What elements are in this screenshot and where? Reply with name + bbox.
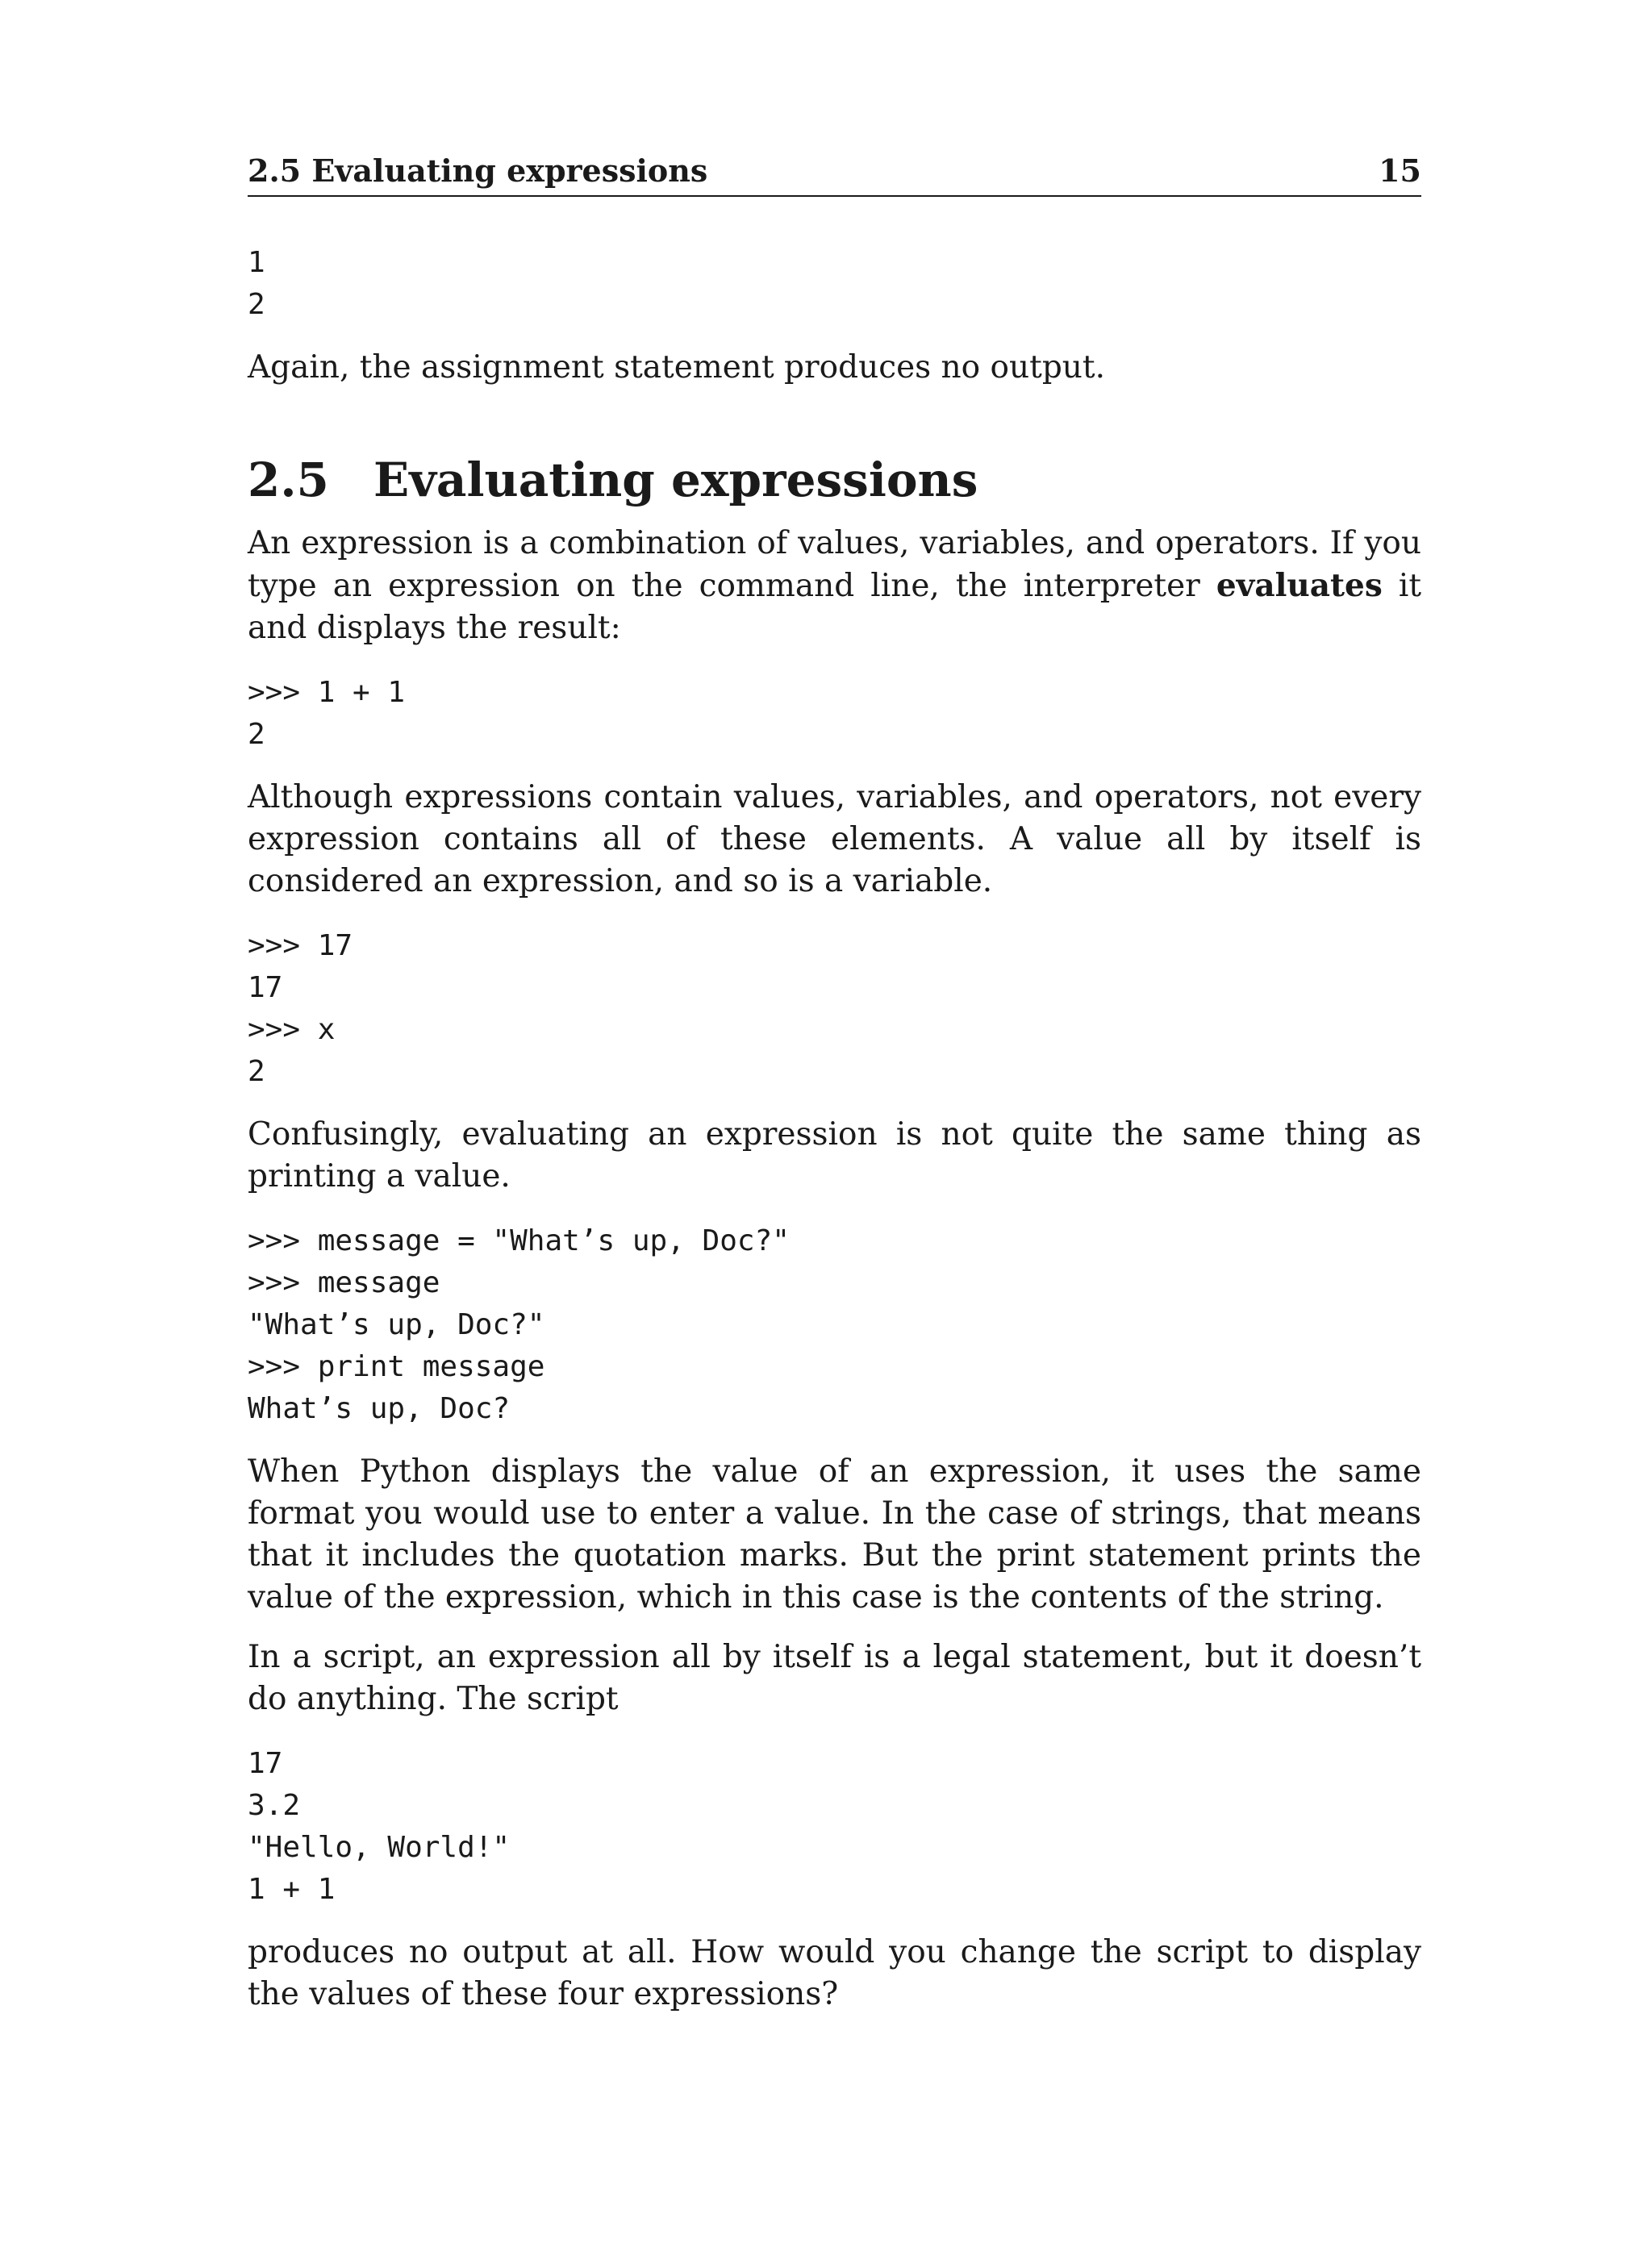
code-line: >>> print message xyxy=(248,1350,545,1383)
code-block-top xyxy=(248,242,1421,326)
evaluates-term: evaluates xyxy=(1216,567,1383,604)
intro-text-end: it and displays the result: xyxy=(248,568,1422,646)
code-block-3 xyxy=(248,1220,1421,1430)
paragraph-intro xyxy=(248,523,1421,649)
code-line: 1 xyxy=(248,246,265,279)
section-number: 2.5 xyxy=(248,452,329,507)
code-line: 1 + 1 xyxy=(248,1873,336,1906)
code-block-2 xyxy=(248,925,1421,1093)
code-line: 17 xyxy=(248,971,283,1004)
code-line: "Hello, World!" xyxy=(248,1831,511,1864)
code-line: 2 xyxy=(248,1055,265,1088)
running-head-title: 2.5 Evaluating expressions xyxy=(248,152,708,189)
paragraph-produces: produces no output at all. How would you change the script to display the values of these four expressions? xyxy=(248,1934,1421,2012)
paragraph-again: Again, the assignment statement produces no output. xyxy=(248,349,1105,386)
paragraph-confusingly: Confusingly, evaluating an expression is not quite the same thing as printing a value. xyxy=(248,1116,1421,1195)
running-head xyxy=(248,152,1421,197)
code-line: >>> message xyxy=(248,1266,440,1299)
code-line: 2 xyxy=(248,718,265,751)
paragraph-when-python: When Python displays the value of an expression, it uses the same format you would use to enter a value. In the case of strings, that means that it includes the quotation marks. But the print statement prints the value of the expression, which in this case is the contents of the string. xyxy=(248,1453,1421,1616)
code-line: 17 xyxy=(248,1747,283,1780)
code-line: >>> message = "What’s up, Doc?" xyxy=(248,1224,790,1257)
code-line: >>> 17 xyxy=(248,929,353,962)
section-title: Evaluating expressions xyxy=(373,452,978,507)
page-content xyxy=(248,242,1421,2016)
paragraph-although: Although expressions contain values, variables, and operators, not every expression contains all of these elements. A value all by itself is considered an expression, and so is a variable. xyxy=(248,779,1421,899)
section-heading xyxy=(248,452,1421,508)
code-line: 2 xyxy=(248,288,265,321)
code-block-4 xyxy=(248,1743,1421,1911)
code-block-1 xyxy=(248,672,1421,756)
code-line: "What’s up, Doc?" xyxy=(248,1308,545,1341)
code-line: 3.2 xyxy=(248,1789,301,1822)
code-line: >>> x xyxy=(248,1013,336,1046)
intro-text: An expression is a combination of values, variables, and operators. If you type an expression on the command line, the interpreter xyxy=(248,525,1421,604)
page-number: 15 xyxy=(1379,152,1421,189)
paragraph-in-a-script: In a script, an expression all by itself is a legal statement, but it doesn’t do anything. The script xyxy=(248,1639,1421,1717)
code-line: What’s up, Doc? xyxy=(248,1392,511,1425)
code-line: >>> 1 + 1 xyxy=(248,676,406,709)
